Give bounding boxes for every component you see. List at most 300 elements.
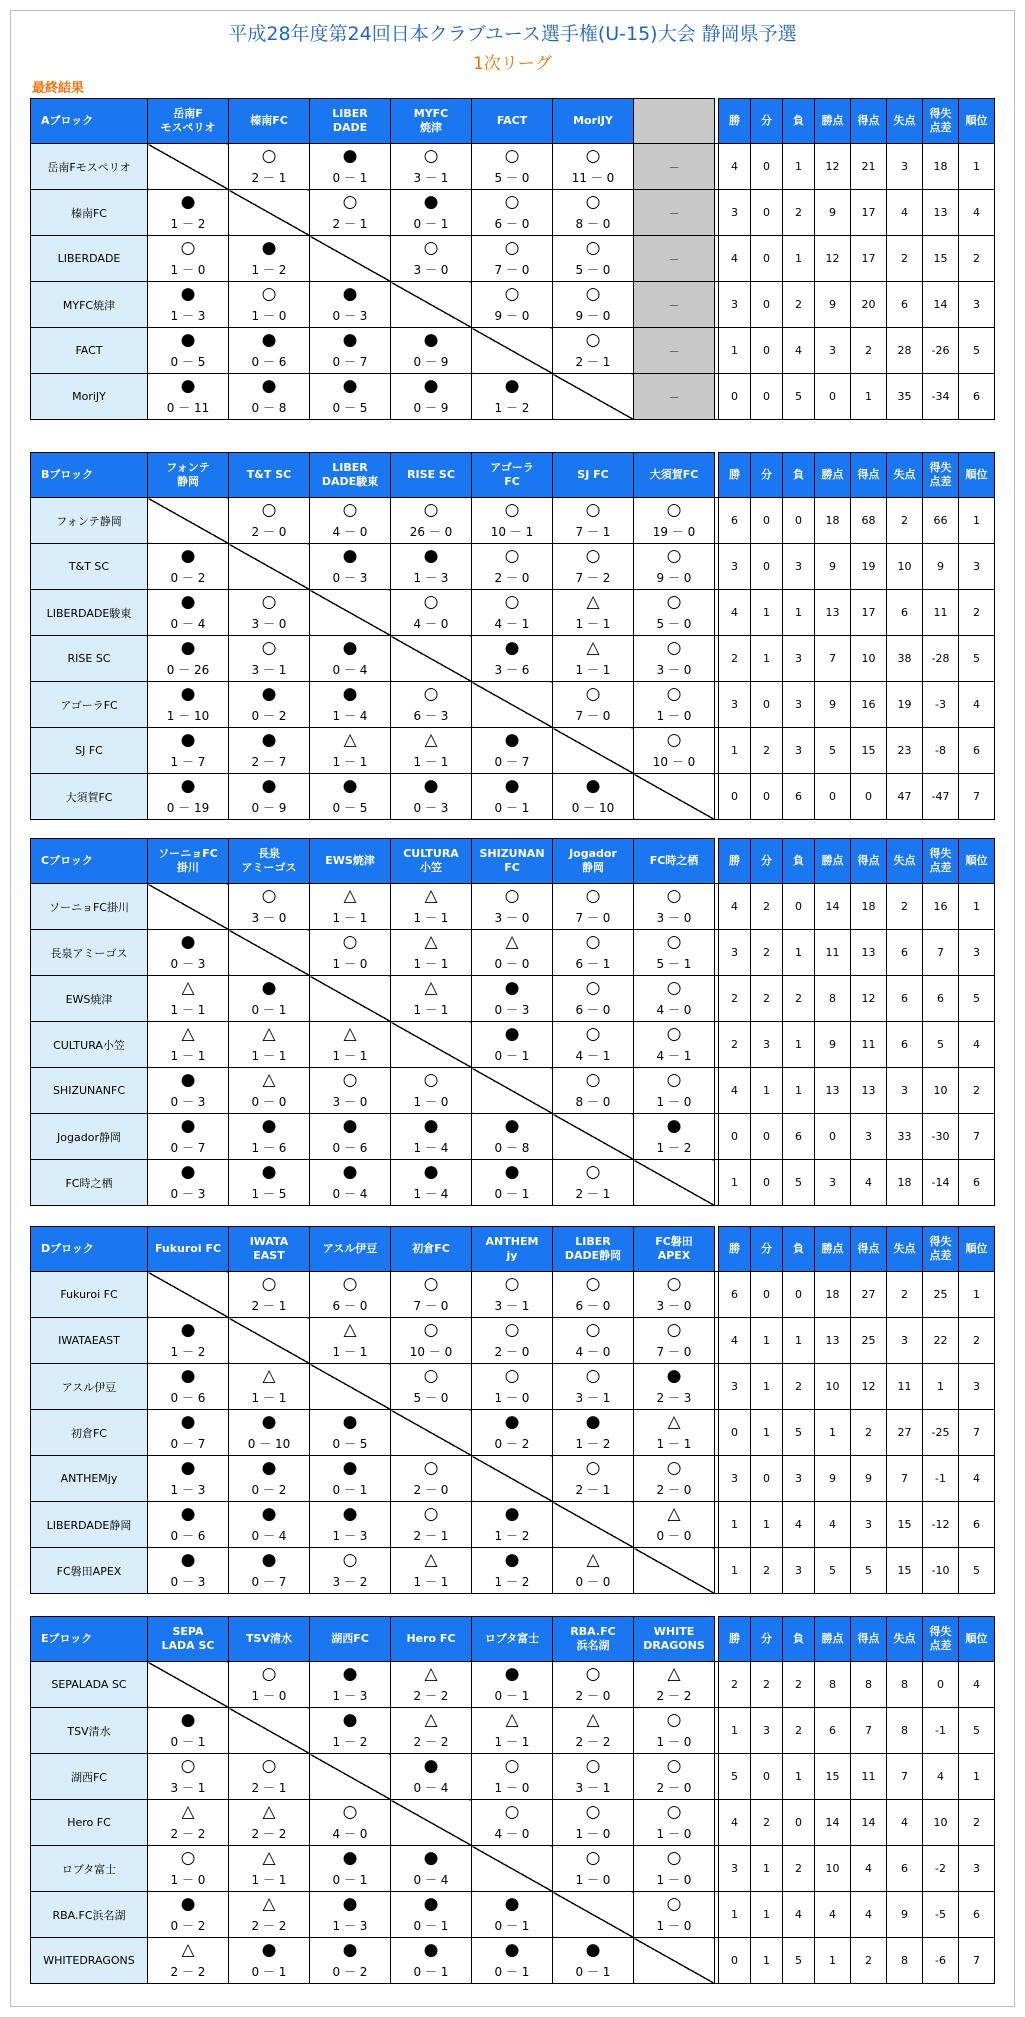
- match-result-cell: [472, 976, 553, 1022]
- match-score: 6 － 0: [332, 1299, 368, 1313]
- result-mark: ●: [342, 776, 358, 796]
- match-result-cell: [148, 282, 229, 328]
- column-team-header: T&T SC: [229, 453, 310, 498]
- column-team-header: FC時之栖: [634, 839, 715, 884]
- match-score: 1 － 1: [413, 1003, 449, 1017]
- match-score: 1 － 0: [170, 1873, 206, 1887]
- stat-value: 0: [751, 1114, 783, 1160]
- self-match-diagonal: [229, 544, 310, 590]
- table-row: [31, 498, 995, 544]
- stat-value: 9: [815, 1022, 851, 1068]
- match-score: 3 － 0: [494, 911, 530, 925]
- match-score: 0 － 1: [413, 1965, 449, 1979]
- stat-value: 1: [783, 1318, 815, 1364]
- match-result-cell: [148, 930, 229, 976]
- table-row: [31, 884, 995, 930]
- match-result-cell: [148, 1318, 229, 1364]
- result-mark: ●: [180, 592, 196, 612]
- match-result-cell: [229, 498, 310, 544]
- match-result-cell: [472, 498, 553, 544]
- stat-header: 勝点: [815, 1617, 851, 1662]
- column-team-header: 榛南FC: [229, 99, 310, 144]
- result-mark: △: [343, 886, 357, 906]
- match-score: 0 － 3: [413, 801, 449, 815]
- result-mark: ●: [180, 1504, 196, 1524]
- match-score: 1 － 0: [575, 1873, 611, 1887]
- stat-value: 4: [815, 1892, 851, 1938]
- stat-value: 2: [751, 728, 783, 774]
- result-mark: ●: [504, 1024, 520, 1044]
- match-score: 7 － 0: [494, 263, 530, 277]
- stat-value: -8: [923, 728, 959, 774]
- result-mark: ○: [585, 1802, 601, 1822]
- result-mark: ○: [423, 238, 439, 258]
- stat-header: 分: [751, 839, 783, 884]
- column-team-header: FACT: [472, 99, 553, 144]
- match-result-cell: [472, 636, 553, 682]
- stat-header: 失点: [887, 1227, 923, 1272]
- match-result-cell: [634, 728, 715, 774]
- result-mark: ●: [342, 1504, 358, 1524]
- result-mark: ○: [585, 1070, 601, 1090]
- match-score: 0 － 1: [413, 217, 449, 231]
- self-match-diagonal: [310, 236, 391, 282]
- stat-value: -12: [923, 1502, 959, 1548]
- result-mark: ○: [423, 1320, 439, 1340]
- match-score: 2 － 2: [251, 1919, 287, 1933]
- stat-value: 11: [815, 930, 851, 976]
- match-result-cell: [310, 282, 391, 328]
- stat-value: 1: [959, 498, 995, 544]
- result-mark: ●: [423, 776, 439, 796]
- result-mark: ○: [342, 1802, 358, 1822]
- result-mark: ○: [585, 546, 601, 566]
- stat-value: -3: [923, 682, 959, 728]
- result-mark: ●: [504, 1940, 520, 1960]
- result-mark: ○: [585, 1024, 601, 1044]
- match-score: 0 － 1: [332, 1873, 368, 1887]
- result-mark: ●: [261, 1412, 277, 1432]
- match-score: 0 － 8: [251, 401, 287, 415]
- self-match-diagonal: [391, 1800, 472, 1846]
- result-mark: ●: [504, 1116, 520, 1136]
- stat-header: 勝: [719, 453, 751, 498]
- table-row: [31, 590, 995, 636]
- result-mark: ●: [342, 330, 358, 350]
- match-result-cell: [148, 1892, 229, 1938]
- stat-value: 1: [751, 1410, 783, 1456]
- stat-value: 3: [783, 728, 815, 774]
- match-score: 19 － 0: [652, 525, 696, 539]
- stat-value: 3: [959, 282, 995, 328]
- result-mark: ●: [180, 192, 196, 212]
- match-score: 0 － 1: [575, 1965, 611, 1979]
- match-score: 2 － 1: [251, 1781, 287, 1795]
- match-result-cell: [553, 1938, 634, 1984]
- result-mark: △: [262, 1024, 276, 1044]
- row-team-name: LIBERDADE: [31, 236, 148, 282]
- match-score: 1 － 0: [656, 1095, 692, 1109]
- stat-value: 2: [959, 1068, 995, 1114]
- stat-value: 9: [815, 544, 851, 590]
- match-result-cell: [229, 1114, 310, 1160]
- match-score: 9 － 0: [575, 309, 611, 323]
- stat-value: 3: [887, 1318, 923, 1364]
- match-result-cell: [229, 884, 310, 930]
- table-row: [31, 1662, 995, 1708]
- stat-value: 6: [923, 976, 959, 1022]
- stat-value: 3: [719, 930, 751, 976]
- match-result-cell: [148, 1754, 229, 1800]
- stat-value: 6: [887, 590, 923, 636]
- match-result-cell: [148, 976, 229, 1022]
- self-match-diagonal: [391, 636, 472, 682]
- stat-value: -34: [923, 374, 959, 420]
- self-match-diagonal: [310, 1364, 391, 1410]
- stat-value: 4: [887, 190, 923, 236]
- match-score: 3 － 0: [656, 663, 692, 677]
- stat-header: 得失 点差: [923, 839, 959, 884]
- result-mark: ○: [180, 238, 196, 258]
- match-result-cell: [472, 1502, 553, 1548]
- match-result-cell: [391, 328, 472, 374]
- result-mark: ●: [261, 1940, 277, 1960]
- match-result-cell: [472, 1938, 553, 1984]
- match-result-cell: [634, 1456, 715, 1502]
- stat-value: 7: [887, 1754, 923, 1800]
- row-team-name: SHIZUNANFC: [31, 1068, 148, 1114]
- match-result-cell: [310, 1708, 391, 1754]
- self-match-diagonal: [634, 774, 715, 820]
- stat-value: 6: [959, 374, 995, 420]
- match-result-cell: [391, 1160, 472, 1206]
- stat-value: 1: [719, 728, 751, 774]
- match-score: 3 － 0: [413, 263, 449, 277]
- stat-value: 4: [959, 682, 995, 728]
- stat-value: 2: [751, 930, 783, 976]
- stat-value: 7: [959, 1410, 995, 1456]
- result-mark: ●: [504, 1162, 520, 1182]
- stat-value: 0: [719, 1938, 751, 1984]
- stat-value: 4: [959, 1662, 995, 1708]
- stat-header: 分: [751, 1227, 783, 1272]
- row-team-name: MoriJY: [31, 374, 148, 420]
- match-result-cell: [553, 976, 634, 1022]
- stat-header: 分: [751, 453, 783, 498]
- match-score: 0 － 0: [656, 1529, 692, 1543]
- match-result-cell: [553, 1708, 634, 1754]
- table-row: [31, 1318, 995, 1364]
- match-result-cell: [229, 144, 310, 190]
- match-result-cell: [634, 1068, 715, 1114]
- result-mark: △: [424, 886, 438, 906]
- stat-value: 18: [815, 498, 851, 544]
- stat-value: 6: [783, 774, 815, 820]
- stat-value: 13: [851, 1068, 887, 1114]
- table-row: [31, 1364, 995, 1410]
- column-team-header: ソーニョFC 掛川: [148, 839, 229, 884]
- result-mark: ○: [261, 1664, 277, 1684]
- result-mark: ●: [180, 284, 196, 304]
- match-score: 0 － 8: [494, 1141, 530, 1155]
- stat-value: 0: [751, 374, 783, 420]
- match-result-cell: [148, 544, 229, 590]
- match-result-cell: [310, 1456, 391, 1502]
- self-match-diagonal: [553, 1502, 634, 1548]
- column-team-header: 湖西FC: [310, 1617, 391, 1662]
- match-score: 7 － 1: [575, 525, 611, 539]
- match-result-cell: [229, 374, 310, 420]
- match-result-cell: [391, 1502, 472, 1548]
- match-result-cell: [634, 682, 715, 728]
- match-result-cell: [310, 884, 391, 930]
- match-result-cell: [148, 1548, 229, 1594]
- stat-value: 4: [851, 1892, 887, 1938]
- stat-header: 得失 点差: [923, 1617, 959, 1662]
- stat-value: 1: [751, 590, 783, 636]
- column-team-header: IWATA EAST: [229, 1227, 310, 1272]
- stat-value: 2: [887, 498, 923, 544]
- result-mark: ○: [423, 1070, 439, 1090]
- match-score: 0 － 6: [251, 355, 287, 369]
- stat-value: 1: [783, 1068, 815, 1114]
- match-score: 2 － 2: [170, 1827, 206, 1841]
- match-score: 1 － 1: [251, 1049, 287, 1063]
- stat-value: 1: [783, 236, 815, 282]
- match-score: 2 － 2: [575, 1735, 611, 1749]
- result-mark: ●: [585, 776, 601, 796]
- stat-value: 9: [815, 190, 851, 236]
- match-result-cell: [310, 1846, 391, 1892]
- match-result-cell: [472, 1548, 553, 1594]
- stat-value: -5: [923, 1892, 959, 1938]
- stat-value: 27: [887, 1410, 923, 1456]
- result-mark: ○: [585, 932, 601, 952]
- match-score: 2 － 2: [251, 1827, 287, 1841]
- match-result-cell: [229, 328, 310, 374]
- stat-value: 2: [959, 1800, 995, 1846]
- stat-value: 1: [719, 1160, 751, 1206]
- stat-value: 7: [959, 1114, 995, 1160]
- stat-value: 4: [887, 1800, 923, 1846]
- match-result-cell: [391, 728, 472, 774]
- stat-header: 勝: [719, 1617, 751, 1662]
- result-mark: ●: [261, 1504, 277, 1524]
- result-mark: △: [667, 1664, 681, 1684]
- stat-header: 得点: [851, 99, 887, 144]
- empty-match-cell: －: [634, 144, 715, 190]
- result-mark: △: [262, 1366, 276, 1386]
- match-result-cell: [229, 1502, 310, 1548]
- match-result-cell: [472, 144, 553, 190]
- match-score: 1 － 5: [251, 1187, 287, 1201]
- row-team-name: EWS焼津: [31, 976, 148, 1022]
- stat-value: 2: [751, 1548, 783, 1594]
- match-score: 6 － 3: [413, 709, 449, 723]
- result-mark: ●: [342, 284, 358, 304]
- stat-value: 3: [887, 144, 923, 190]
- match-result-cell: [634, 1662, 715, 1708]
- match-score: 10 － 0: [652, 755, 696, 769]
- empty-match-cell: －: [634, 236, 715, 282]
- stat-value: 3: [783, 682, 815, 728]
- stat-value: 9: [815, 282, 851, 328]
- stat-value: 0: [783, 1800, 815, 1846]
- match-score: 6 － 1: [575, 957, 611, 971]
- result-mark: △: [181, 1802, 195, 1822]
- result-mark: ●: [504, 978, 520, 998]
- match-result-cell: [553, 590, 634, 636]
- stat-value: 4: [851, 1846, 887, 1892]
- match-result-cell: [391, 1364, 472, 1410]
- stat-value: 17: [851, 590, 887, 636]
- result-mark: ○: [585, 330, 601, 350]
- match-result-cell: [634, 884, 715, 930]
- match-score: 2 － 1: [251, 1299, 287, 1313]
- match-result-cell: [310, 1938, 391, 1984]
- match-result-cell: [310, 498, 391, 544]
- stat-value: 0: [815, 1114, 851, 1160]
- row-team-name: SJ FC: [31, 728, 148, 774]
- stat-header: 負: [783, 453, 815, 498]
- stat-header: 得失 点差: [923, 453, 959, 498]
- stat-value: 47: [887, 774, 923, 820]
- stat-header: 得点: [851, 839, 887, 884]
- result-mark: ●: [504, 376, 520, 396]
- match-result-cell: [310, 682, 391, 728]
- match-result-cell: [553, 1456, 634, 1502]
- column-team-header: WHITE DRAGONS: [634, 1617, 715, 1662]
- stat-header: 得点: [851, 1227, 887, 1272]
- match-score: 5 － 0: [494, 171, 530, 185]
- page-subtitle: 1次リーグ: [473, 54, 552, 74]
- stat-value: 5: [719, 1754, 751, 1800]
- result-mark: △: [181, 978, 195, 998]
- match-result-cell: [148, 636, 229, 682]
- self-match-diagonal: [472, 1846, 553, 1892]
- result-mark: △: [667, 1412, 681, 1432]
- match-score: 1 － 2: [170, 217, 206, 231]
- stat-value: 22: [923, 1318, 959, 1364]
- self-match-diagonal: [148, 144, 229, 190]
- result-mark: ○: [261, 1756, 277, 1776]
- stat-value: 6: [887, 1022, 923, 1068]
- stat-value: 0: [751, 282, 783, 328]
- match-score: 9 － 0: [494, 309, 530, 323]
- match-score: 2 － 1: [413, 1529, 449, 1543]
- match-result-cell: [391, 374, 472, 420]
- stat-value: 1: [719, 328, 751, 374]
- match-result-cell: [310, 374, 391, 420]
- result-mark: ○: [342, 932, 358, 952]
- stat-value: 0: [751, 144, 783, 190]
- stat-value: 3: [783, 1548, 815, 1594]
- match-score: 0 － 2: [251, 709, 287, 723]
- stat-value: 6: [719, 498, 751, 544]
- result-mark: ○: [666, 730, 682, 750]
- stat-value: 28: [887, 328, 923, 374]
- match-score: 0 － 3: [494, 1003, 530, 1017]
- match-result-cell: [553, 636, 634, 682]
- stat-value: 6: [887, 976, 923, 1022]
- empty-column-header: [634, 99, 715, 144]
- stat-header: 失点: [887, 839, 923, 884]
- match-result-cell: [553, 1548, 634, 1594]
- stat-value: 2: [959, 590, 995, 636]
- stat-value: 13: [815, 590, 851, 636]
- match-score: 3 － 0: [251, 911, 287, 925]
- self-match-diagonal: [391, 282, 472, 328]
- stat-value: 1: [751, 1318, 783, 1364]
- result-mark: ○: [666, 592, 682, 612]
- column-team-header: RBA.FC 浜名湖: [553, 1617, 634, 1662]
- result-mark: △: [343, 1320, 357, 1340]
- result-mark: ○: [342, 1070, 358, 1090]
- match-score: 0 － 7: [332, 355, 368, 369]
- match-result-cell: [634, 1754, 715, 1800]
- stat-value: 4: [719, 590, 751, 636]
- stat-value: 2: [783, 1662, 815, 1708]
- result-mark: △: [505, 1710, 519, 1730]
- stat-value: 1: [783, 590, 815, 636]
- match-result-cell: [229, 728, 310, 774]
- column-team-header: 岳南F モスペリオ: [148, 99, 229, 144]
- table-row: [31, 728, 995, 774]
- result-mark: ●: [504, 1550, 520, 1570]
- stat-header: 勝: [719, 99, 751, 144]
- result-mark: ●: [504, 1894, 520, 1914]
- column-team-header: Hero FC: [391, 1617, 472, 1662]
- result-mark: ○: [585, 684, 601, 704]
- stat-value: 2: [783, 1846, 815, 1892]
- match-result-cell: [391, 682, 472, 728]
- match-result-cell: [229, 236, 310, 282]
- stat-value: 3: [751, 1708, 783, 1754]
- row-team-name: IWATAEAST: [31, 1318, 148, 1364]
- match-result-cell: [553, 544, 634, 590]
- match-result-cell: [391, 1456, 472, 1502]
- stat-value: 0: [851, 774, 887, 820]
- stat-value: 3: [719, 1364, 751, 1410]
- match-score: 4 － 0: [656, 1003, 692, 1017]
- stat-value: 15: [887, 1502, 923, 1548]
- match-result-cell: [472, 1318, 553, 1364]
- result-mark: ○: [504, 1366, 520, 1386]
- result-mark: ●: [342, 638, 358, 658]
- stat-value: 13: [923, 190, 959, 236]
- row-team-name: ロブタ富士: [31, 1846, 148, 1892]
- match-result-cell: [553, 1800, 634, 1846]
- row-team-name: 長泉アミーゴス: [31, 930, 148, 976]
- match-result-cell: [148, 1114, 229, 1160]
- match-result-cell: [391, 1708, 472, 1754]
- stat-value: 3: [783, 1456, 815, 1502]
- match-result-cell: [391, 1846, 472, 1892]
- row-team-name: CULTURA小笠: [31, 1022, 148, 1068]
- match-score: 3 － 0: [656, 911, 692, 925]
- stat-value: 6: [959, 1892, 995, 1938]
- match-score: 0 － 26: [166, 663, 210, 677]
- match-result-cell: [472, 774, 553, 820]
- stat-value: 5: [959, 976, 995, 1022]
- stat-header: 得点: [851, 1617, 887, 1662]
- result-mark: ○: [342, 192, 358, 212]
- stat-value: -10: [923, 1548, 959, 1594]
- stat-value: 14: [815, 1800, 851, 1846]
- stat-value: 1: [719, 1548, 751, 1594]
- result-mark: ●: [504, 1412, 520, 1432]
- result-mark: ●: [504, 1504, 520, 1524]
